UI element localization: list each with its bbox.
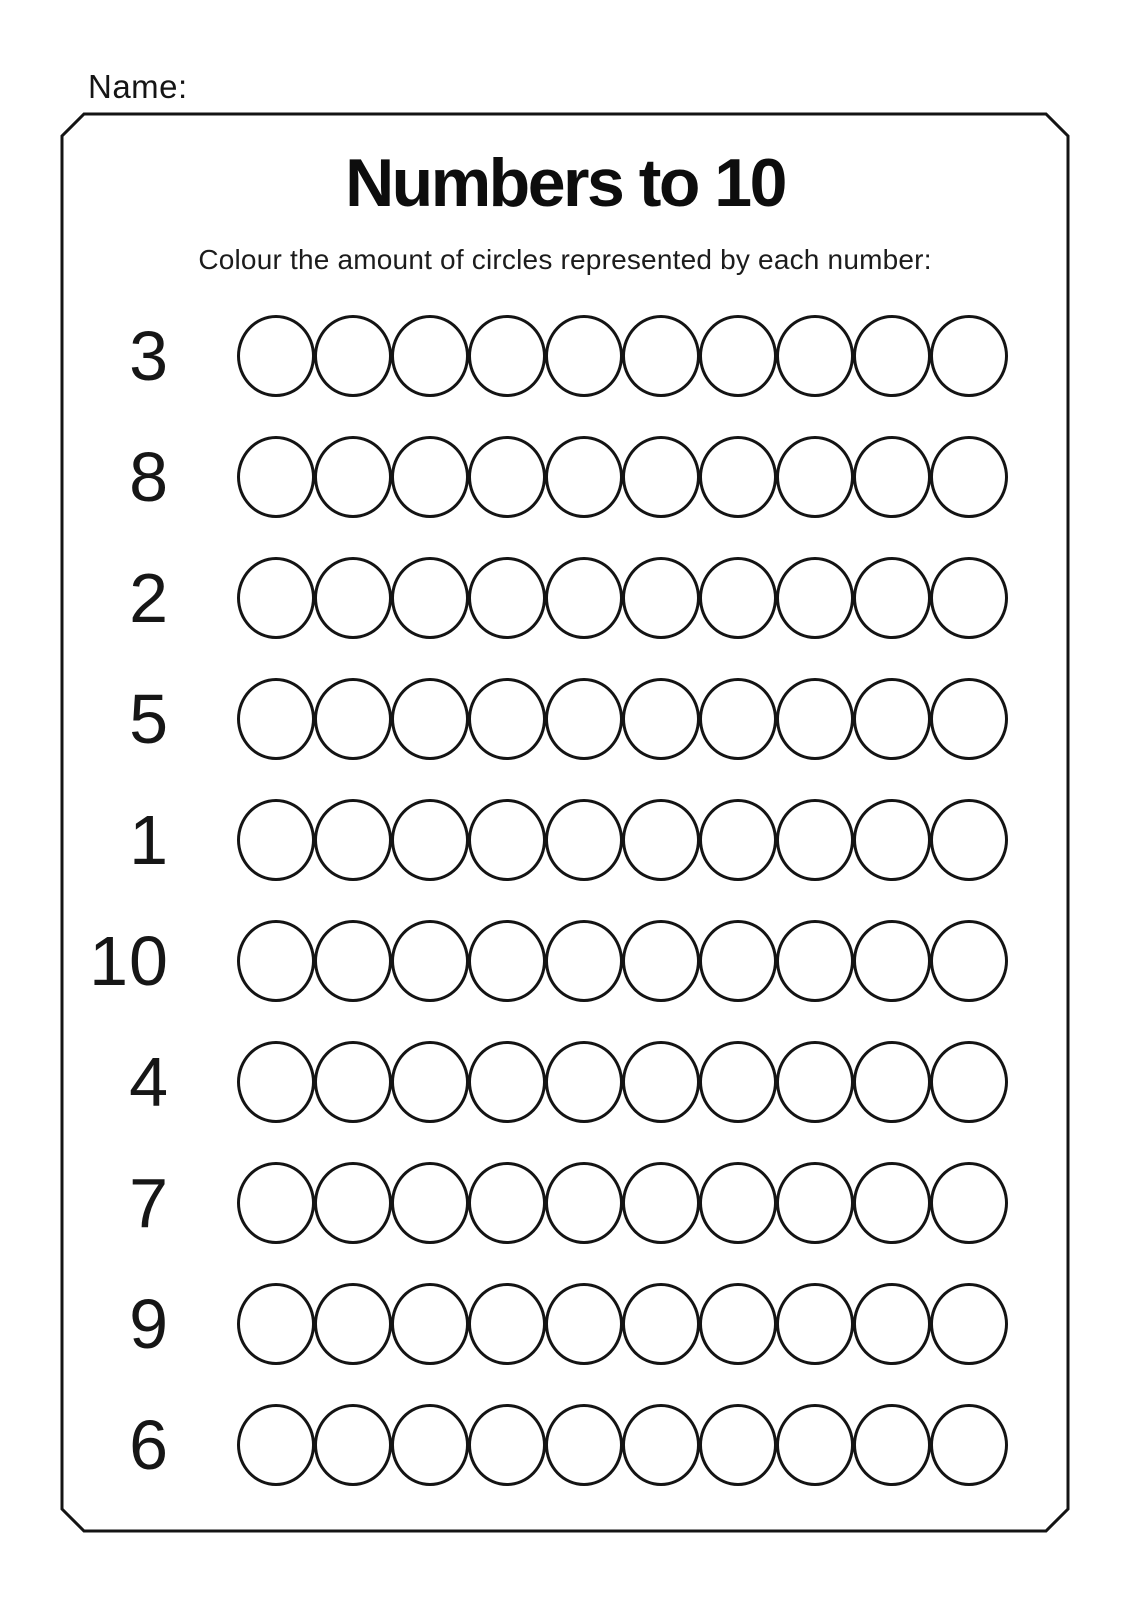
colourable-circle[interactable] [853, 1283, 931, 1365]
row-number-label: 4 [129, 1042, 169, 1121]
circles-group [237, 920, 1008, 1002]
number-row [62, 900, 1068, 1021]
colourable-circle[interactable] [622, 557, 700, 639]
colourable-circle[interactable] [776, 1041, 854, 1123]
colourable-circle[interactable] [622, 1283, 700, 1365]
name-label: Name: [88, 68, 188, 105]
colourable-circle[interactable] [391, 1404, 469, 1486]
colourable-circle[interactable] [468, 315, 546, 397]
circles-group [237, 557, 1008, 639]
colourable-circle[interactable] [545, 436, 623, 518]
instruction-text: Colour the amount of circles represented by each number: [198, 244, 932, 275]
colourable-circle[interactable] [776, 557, 854, 639]
colourable-circle[interactable] [776, 1283, 854, 1365]
colourable-circle[interactable] [699, 920, 777, 1002]
row-number-label: 3 [129, 316, 169, 395]
row-number-label: 9 [129, 1284, 169, 1363]
circles-group [237, 436, 1008, 518]
colourable-circle[interactable] [930, 315, 1008, 397]
colourable-circle[interactable] [853, 315, 931, 397]
colourable-circle[interactable] [622, 1404, 700, 1486]
colourable-circle[interactable] [237, 1404, 315, 1486]
colourable-circle[interactable] [853, 436, 931, 518]
row-number-label: 5 [129, 679, 169, 758]
colourable-circle[interactable] [545, 315, 623, 397]
colourable-circle[interactable] [391, 436, 469, 518]
colourable-circle[interactable] [699, 1162, 777, 1244]
colourable-circle[interactable] [853, 678, 931, 760]
colourable-circle[interactable] [699, 1041, 777, 1123]
colourable-circle[interactable] [391, 1162, 469, 1244]
colourable-circle[interactable] [699, 557, 777, 639]
colourable-circle[interactable] [314, 1041, 392, 1123]
colourable-circle[interactable] [853, 1404, 931, 1486]
colourable-circle[interactable] [853, 1041, 931, 1123]
colourable-circle[interactable] [699, 1404, 777, 1486]
colourable-circle[interactable] [468, 1404, 546, 1486]
colourable-circle[interactable] [930, 1041, 1008, 1123]
colourable-circle[interactable] [930, 436, 1008, 518]
colourable-circle[interactable] [314, 1162, 392, 1244]
colourable-circle[interactable] [468, 1162, 546, 1244]
circles-group [237, 1404, 1008, 1486]
colourable-circle[interactable] [699, 1283, 777, 1365]
colourable-circle[interactable] [622, 799, 700, 881]
colourable-circle[interactable] [930, 1283, 1008, 1365]
row-number-label: 6 [129, 1405, 169, 1484]
colourable-circle[interactable] [468, 557, 546, 639]
colourable-circle[interactable] [314, 557, 392, 639]
rows-container [62, 295, 1068, 1505]
colourable-circle[interactable] [930, 678, 1008, 760]
circles-group [237, 799, 1008, 881]
colourable-circle[interactable] [853, 920, 931, 1002]
colourable-circle[interactable] [237, 1162, 315, 1244]
colourable-circle[interactable] [545, 920, 623, 1002]
colourable-circle[interactable] [776, 1404, 854, 1486]
colourable-circle[interactable] [545, 1041, 623, 1123]
colourable-circle[interactable] [391, 678, 469, 760]
row-number-label: 7 [129, 1163, 169, 1242]
colourable-circle[interactable] [468, 678, 546, 760]
colourable-circle[interactable] [930, 920, 1008, 1002]
colourable-circle[interactable] [468, 1283, 546, 1365]
colourable-circle[interactable] [391, 557, 469, 639]
colourable-circle[interactable] [853, 799, 931, 881]
circles-group [237, 678, 1008, 760]
colourable-circle[interactable] [314, 920, 392, 1002]
colourable-circle[interactable] [391, 315, 469, 397]
colourable-circle[interactable] [930, 1162, 1008, 1244]
colourable-circle[interactable] [237, 678, 315, 760]
colourable-circle[interactable] [237, 315, 315, 397]
colourable-circle[interactable] [391, 799, 469, 881]
colourable-circle[interactable] [391, 1041, 469, 1123]
colourable-circle[interactable] [237, 1041, 315, 1123]
colourable-circle[interactable] [314, 1283, 392, 1365]
colourable-circle[interactable] [237, 557, 315, 639]
colourable-circle[interactable] [237, 436, 315, 518]
colourable-circle[interactable] [776, 799, 854, 881]
colourable-circle[interactable] [853, 557, 931, 639]
colourable-circle[interactable] [314, 678, 392, 760]
colourable-circle[interactable] [237, 799, 315, 881]
number-row [62, 1142, 1068, 1263]
number-row [62, 416, 1068, 537]
colourable-circle[interactable] [237, 1283, 315, 1365]
number-row [62, 658, 1068, 779]
colourable-circle[interactable] [622, 678, 700, 760]
number-row [62, 1263, 1068, 1384]
row-number-label: 8 [129, 437, 169, 516]
colourable-circle[interactable] [468, 1041, 546, 1123]
colourable-circle[interactable] [776, 1162, 854, 1244]
colourable-circle[interactable] [545, 557, 623, 639]
circles-group [237, 1283, 1008, 1365]
colourable-circle[interactable] [468, 920, 546, 1002]
circles-group [237, 1162, 1008, 1244]
colourable-circle[interactable] [545, 1283, 623, 1365]
colourable-circle[interactable] [853, 1162, 931, 1244]
colourable-circle[interactable] [776, 315, 854, 397]
colourable-circle[interactable] [314, 799, 392, 881]
colourable-circle[interactable] [545, 1404, 623, 1486]
colourable-circle[interactable] [699, 799, 777, 881]
colourable-circle[interactable] [699, 678, 777, 760]
colourable-circle[interactable] [622, 920, 700, 1002]
colourable-circle[interactable] [622, 315, 700, 397]
colourable-circle[interactable] [622, 1041, 700, 1123]
page-title: Numbers to 10 [345, 145, 785, 221]
colourable-circle[interactable] [930, 557, 1008, 639]
colourable-circle[interactable] [314, 315, 392, 397]
row-number-label: 10 [89, 921, 169, 1000]
circles-group [237, 315, 1008, 397]
colourable-circle[interactable] [391, 920, 469, 1002]
colourable-circle[interactable] [468, 436, 546, 518]
number-row [62, 1021, 1068, 1142]
colourable-circle[interactable] [776, 920, 854, 1002]
colourable-circle[interactable] [622, 436, 700, 518]
row-number-label: 2 [129, 558, 169, 637]
colourable-circle[interactable] [699, 315, 777, 397]
row-number-label: 1 [129, 800, 169, 879]
colourable-circle[interactable] [314, 436, 392, 518]
number-row [62, 295, 1068, 416]
number-row [62, 1384, 1068, 1505]
colourable-circle[interactable] [776, 678, 854, 760]
circles-group [237, 1041, 1008, 1123]
colourable-circle[interactable] [391, 1283, 469, 1365]
colourable-circle[interactable] [545, 1162, 623, 1244]
colourable-circle[interactable] [545, 799, 623, 881]
number-row [62, 537, 1068, 658]
colourable-circle[interactable] [699, 436, 777, 518]
number-row [62, 779, 1068, 900]
colourable-circle[interactable] [930, 1404, 1008, 1486]
colourable-circle[interactable] [622, 1162, 700, 1244]
colourable-circle[interactable] [930, 799, 1008, 881]
colourable-circle[interactable] [468, 799, 546, 881]
colourable-circle[interactable] [314, 1404, 392, 1486]
colourable-circle[interactable] [545, 678, 623, 760]
colourable-circle[interactable] [237, 920, 315, 1002]
colourable-circle[interactable] [776, 436, 854, 518]
